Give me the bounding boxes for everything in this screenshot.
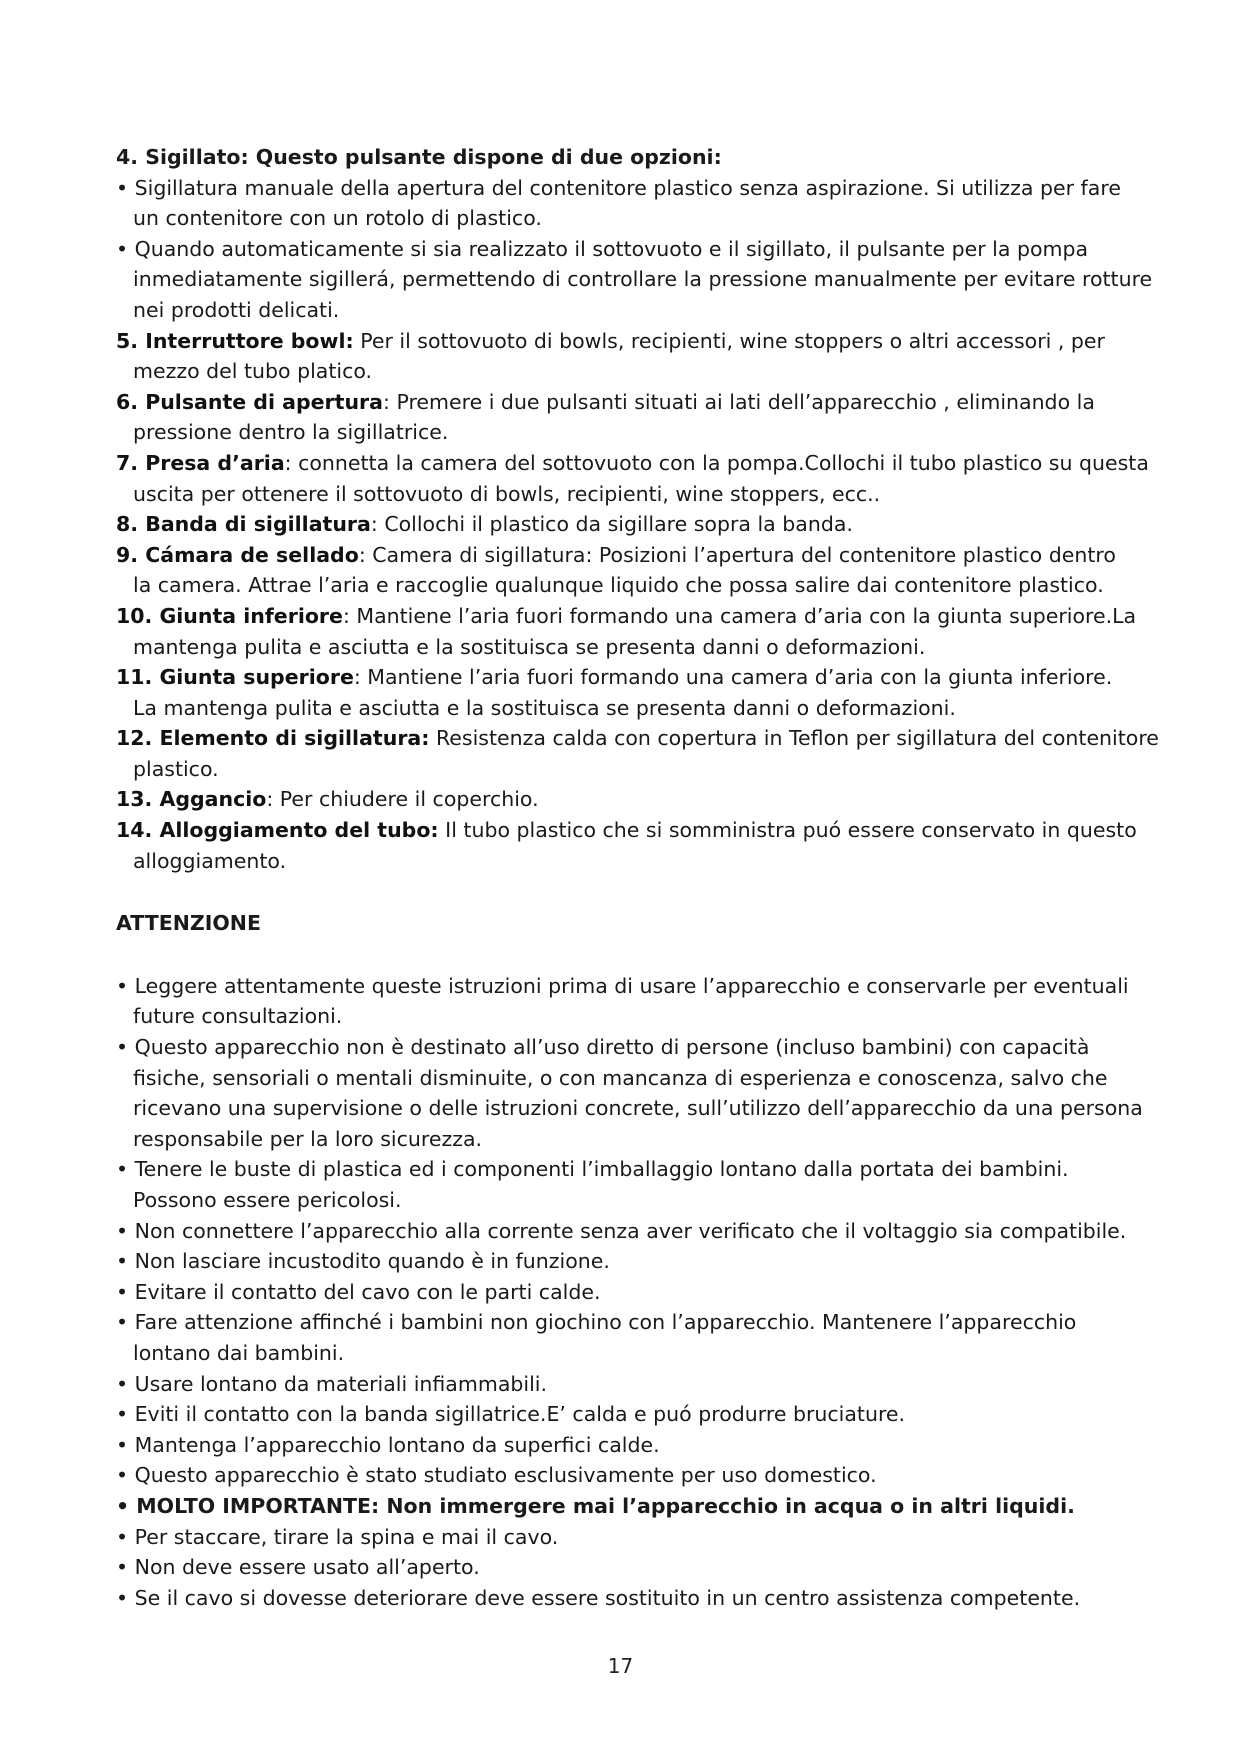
warning-6: • Evitare il contatto del cavo con le parti calde.: [116, 1279, 601, 1304]
item-7-cont: uscita per ottenere il sottovuoto di bowls, recipienti, wine stoppers, ecc..: [133, 481, 881, 506]
item-13-label: 13. Aggancio: [116, 787, 267, 812]
item-14-cont: alloggiamento.: [133, 848, 287, 873]
item-7: [116, 448, 1149, 479]
warning-3: • Tenere le buste di plastica ed i componenti l’imballaggio lontano dalla portata dei bambini.: [116, 1157, 1069, 1182]
spacer: [116, 939, 1146, 971]
page-content: [116, 142, 1159, 1613]
item-8-text: : Collochi il plastico da sigillare sopra la banda.: [370, 512, 853, 537]
spacer: [116, 876, 1146, 908]
item-5-cont: mezzo del tubo platico.: [133, 359, 373, 384]
item-9: [116, 540, 1146, 571]
item-5-label: 5. Interruttore bowl:: [116, 328, 354, 353]
item-12: [116, 723, 1159, 754]
item-10-label: 10. Giunta inferiore: [116, 603, 343, 628]
item-5-text: Per il sottovuoto di bowls, recipienti, wine stoppers o altri accessori , per: [353, 328, 1105, 353]
item-11-label: 11. Giunta superiore: [116, 665, 354, 690]
item-14-label: 14. Alloggiamento del tubo:: [116, 818, 439, 843]
item-4-bullet-2-cont: nei prodotti delicati.: [133, 297, 340, 322]
item-9-cont: la camera. Attrae l’aria e raccoglie qualunque liquido che possa salire dai contenitore plastico.: [133, 573, 1104, 598]
item-10: [116, 601, 1146, 632]
item-4-title: 4. Sigillato: Questo pulsante dispone di due opzioni:: [116, 145, 722, 169]
item-10-text: : Mantiene l’aria fuori formando una camera d’aria con la giunta superiore.La: [342, 603, 1137, 628]
item-11: [116, 662, 1146, 693]
item-9-label: 9. Cámara de sellado: [116, 542, 359, 567]
item-4-bullet-1-cont: un contenitore con un rotolo di plastico.: [133, 206, 542, 231]
warning-7: • Fare attenzione affinché i bambini non giochino con l’apparecchio. Mantenere l’apparecchio: [116, 1310, 1077, 1335]
item-14-text: Il tubo plastico che si somministra puó essere conservato in questo: [438, 818, 1137, 843]
warning-7-cont: lontano dai bambini.: [133, 1340, 345, 1365]
item-7-label: 7. Presa d’aria: [116, 450, 285, 475]
warning-1: • Leggere attentamente queste istruzioni prima di usare l’apparecchio e conservarle per eventuali: [116, 973, 1129, 998]
warning-2-cont: ricevano una supervisione o delle istruzioni concrete, sull’utilizzo dell’apparecchio da una persona: [133, 1096, 1143, 1121]
item-9-text: : Camera di sigillatura: Posizioni l’apertura del contenitore plastico dentro: [358, 542, 1116, 567]
page-number: 17: [607, 1654, 634, 1678]
item-4-bullet-2: • Quando automaticamente si sia realizzato il sottovuoto e il sigillato, il pulsante per la pompa: [116, 236, 1089, 261]
item-14: [116, 815, 1146, 846]
item-7-text: : connetta la camera del sottovuoto con la pompa.Collochi il tubo plastico su questa: [284, 450, 1149, 475]
item-13-text: : Per chiudere il coperchio.: [266, 787, 539, 812]
warning-5: • Non lasciare incustodito quando è in funzione.: [116, 1249, 610, 1274]
warning-3-cont: Possono essere pericolosi.: [133, 1188, 402, 1212]
warning-10: • Mantenga l’apparecchio lontano da superfici calde.: [116, 1432, 660, 1457]
warning-2: • Questo apparecchio non è destinato all’uso diretto di persone (incluso bambini) con capacità: [116, 1035, 1090, 1060]
warning-2-cont: responsabile per la loro sicurezza.: [133, 1126, 483, 1151]
item-8-label: 8. Banda di sigillatura: [116, 512, 371, 537]
warning-14: • Non deve essere usato all’aperto.: [116, 1555, 480, 1580]
attention-heading: ATTENZIONE: [116, 911, 261, 936]
warning-9: • Eviti il contatto con la banda sigillatrice.E’ calda e puó produrre bruciature.: [116, 1402, 906, 1427]
warning-8: • Usare lontano da materiali infiammabili.: [116, 1371, 547, 1396]
item-12-label: 12. Elemento di sigillatura:: [116, 726, 430, 751]
item-10-cont: mantenga pulita e asciutta e la sostituisca se presenta danni o deformazioni.: [133, 634, 926, 659]
item-11-text: : Mantiene l’aria fuori formando una camera d’aria con la giunta inferiore.: [353, 665, 1113, 690]
item-6: [116, 387, 1146, 418]
item-12-cont: plastico.: [133, 756, 219, 781]
warning-15: • Se il cavo si dovesse deteriorare deve essere sostituito in un centro assistenza competente.: [116, 1585, 1081, 1610]
item-6-text: : Premere i due pulsanti situati ai lati dell’apparecchio , eliminando la: [383, 389, 1095, 414]
item-4-bullet-2-cont: inmediatamente sigillerá, permettendo di controllare la pressione manualmente per evitare rotture: [133, 267, 1153, 292]
item-12-text: Resistenza calda con copertura in Teflon per sigillatura del contenitore: [429, 726, 1159, 751]
item-5: [116, 326, 1146, 357]
item-11-cont: La mantenga pulita e asciutta e la sostituisca se presenta danni o deformazioni.: [133, 695, 956, 720]
warning-1-cont: future consultazioni.: [133, 1004, 343, 1029]
warning-13: • Per staccare, tirare la spina e mai il cavo.: [116, 1524, 559, 1549]
warning-11: • Questo apparecchio è stato studiato esclusivamente per uso domestico.: [116, 1463, 877, 1488]
warning-4: • Non connettere l’apparecchio alla corrente senza aver verificato che il voltaggio sia compatibile.: [116, 1218, 1127, 1243]
item-13: [116, 784, 1146, 815]
item-4-bullet-1: • Sigillatura manuale della apertura del contenitore plastico senza aspirazione. Si utilizza per fare: [116, 175, 1121, 200]
item-6-cont: pressione dentro la sigillatrice.: [133, 420, 449, 445]
warning-2-cont: fisiche, sensoriali o mentali disminuite, o con mancanza di esperienza e conoscenza, salvo che: [133, 1065, 1108, 1090]
warning-12-important: • MOLTO IMPORTANTE: Non immergere mai l’apparecchio in acqua o in altri liquidi.: [116, 1493, 1075, 1518]
item-6-label: 6. Pulsante di apertura: [116, 389, 384, 414]
item-8: [116, 509, 1146, 540]
